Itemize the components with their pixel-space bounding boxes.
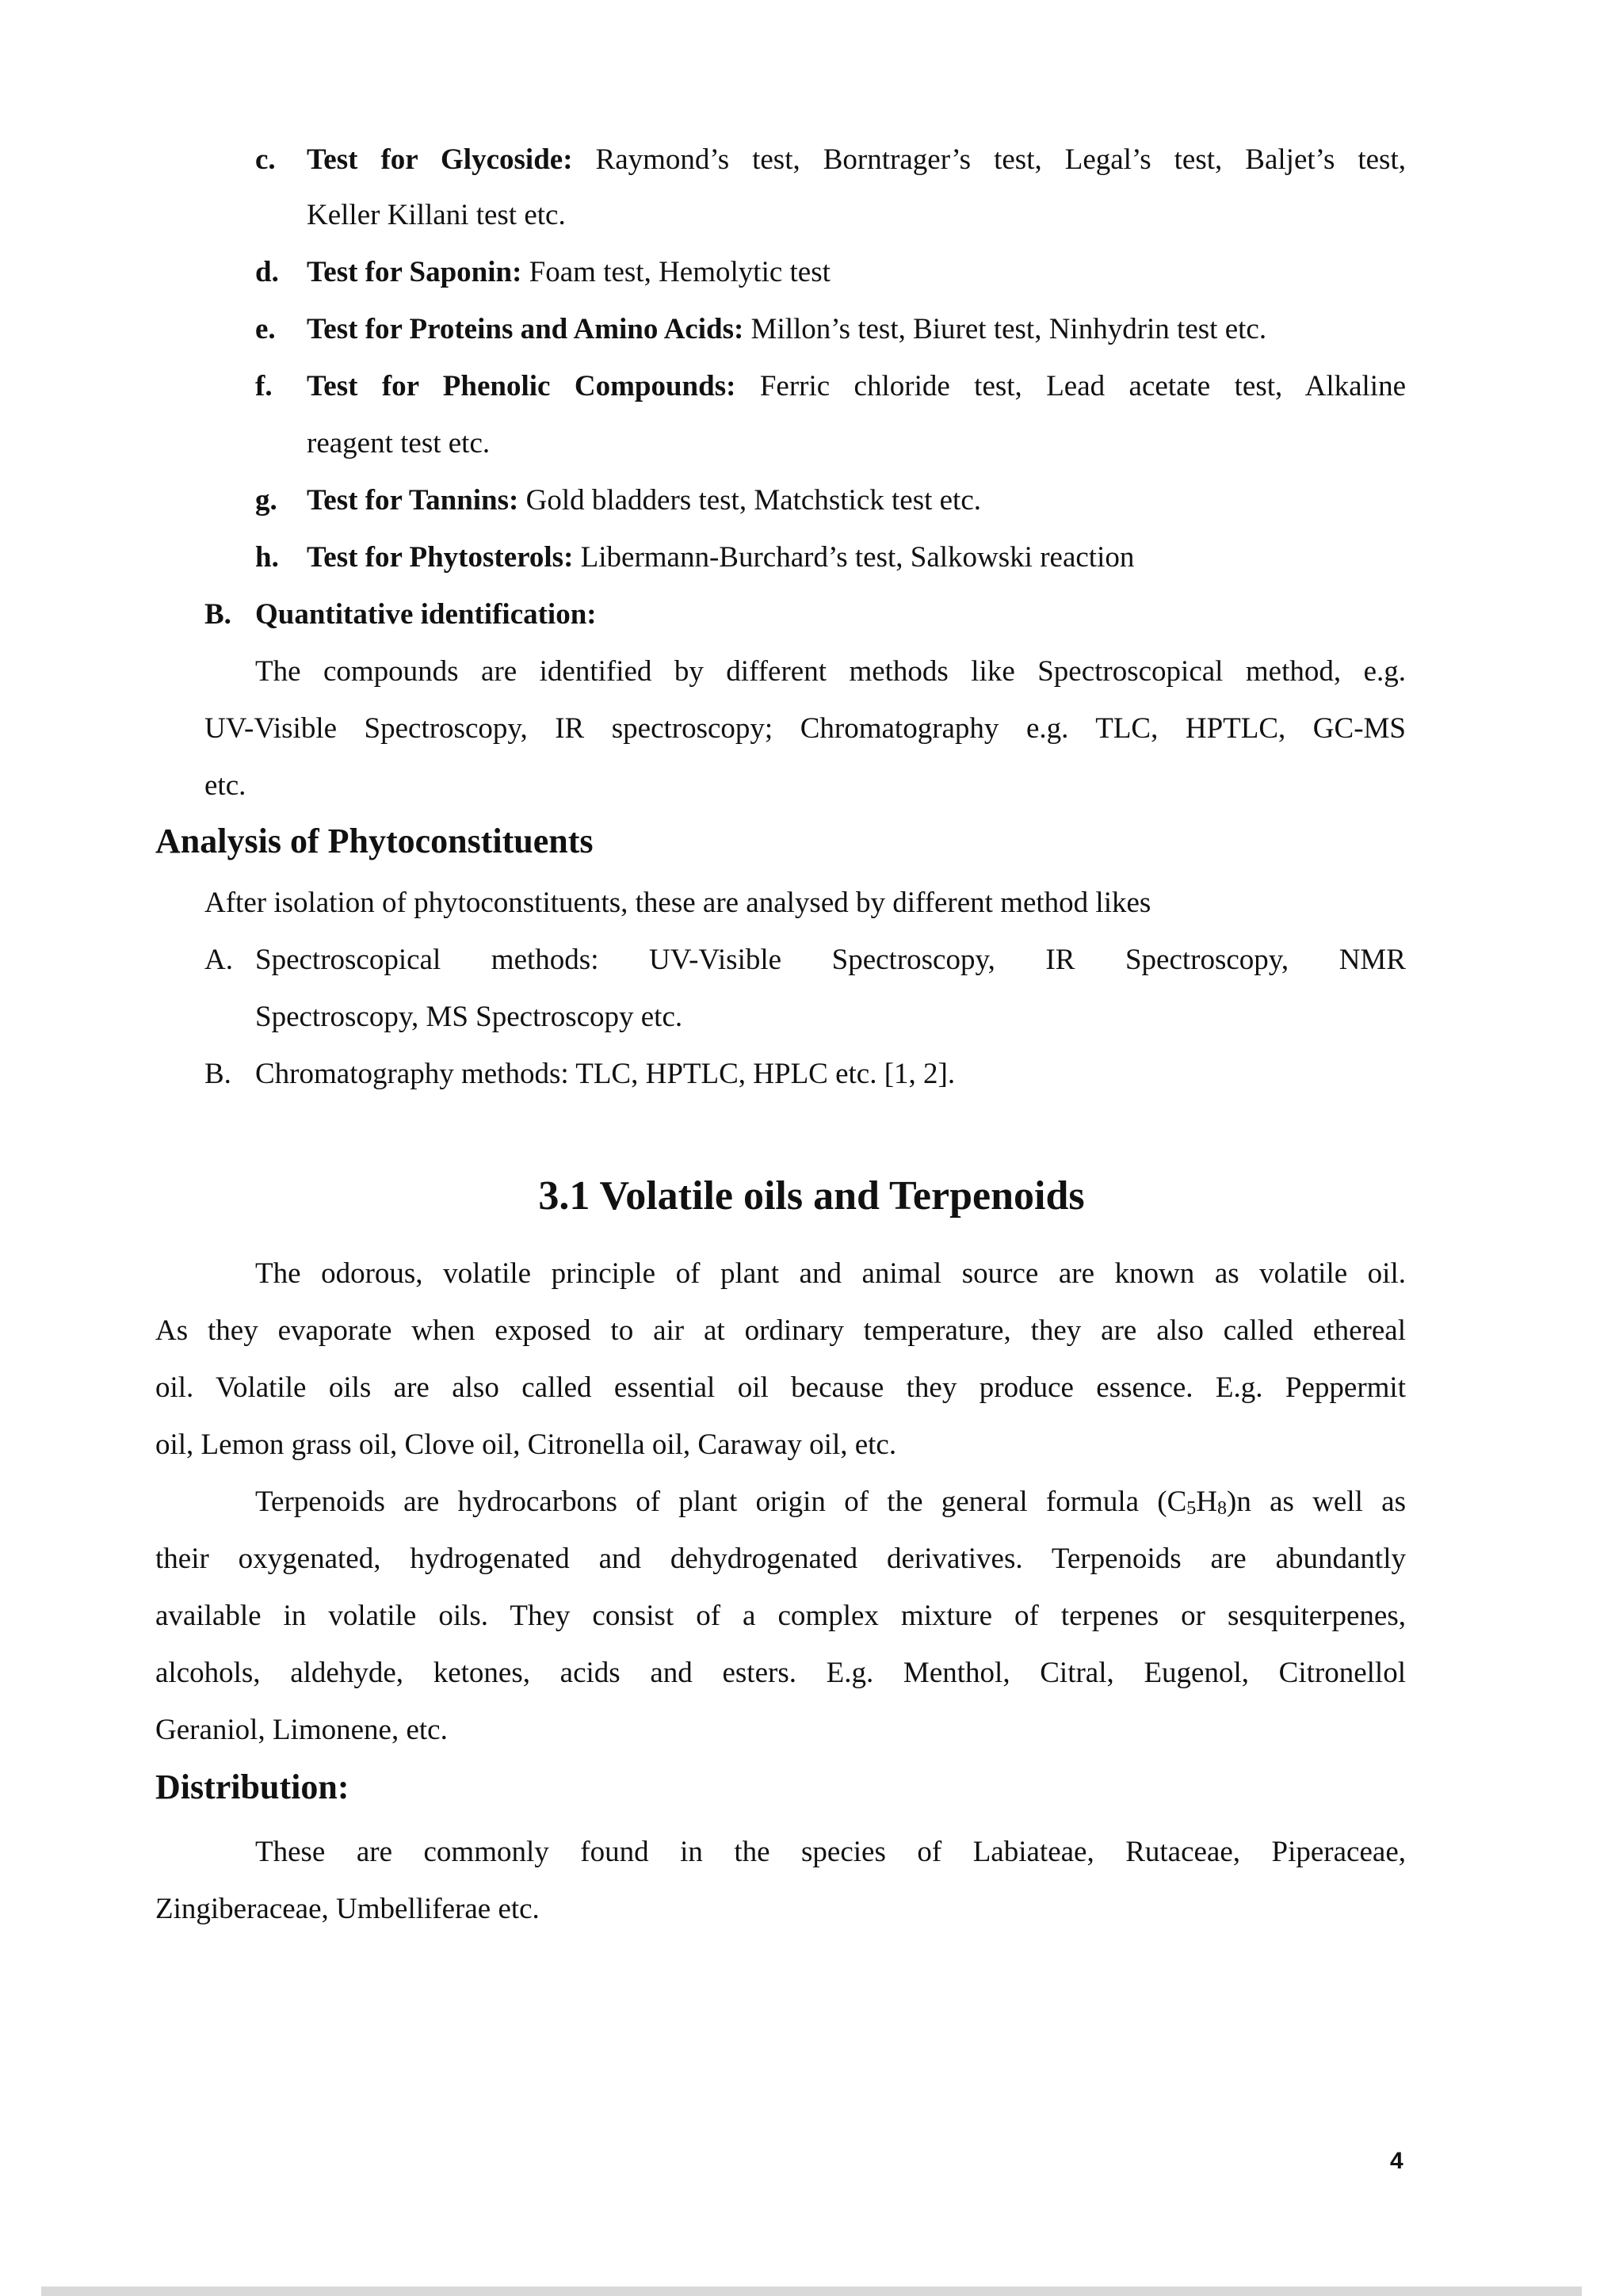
list-item-text-cont: reagent test etc. <box>307 427 491 460</box>
quantitative-text-line: The compounds are identified by different methods like Spectroscopical method, e.g. <box>255 655 1406 688</box>
list-item-text: Millon’s test, Biuret test, Ninhydrin test etc. <box>743 313 1267 345</box>
paragraph-line: oil, Lemon grass oil, Clove oil, Citronella oil, Caraway oil, etc. <box>155 1428 897 1461</box>
formula-text: )n as well as <box>1227 1486 1406 1518</box>
list-item-text: Raymond’s test, Borntrager’s test, Legal’s test, Baljet’s test, <box>572 143 1406 176</box>
list-item-text: Libermann-Burchard’s test, Salkowski reaction <box>573 541 1135 574</box>
paragraph-line: alcohols, aldehyde, ketones, acids and esters. E.g. Menthol, Citral, Eugenol, Citronellol <box>155 1657 1406 1689</box>
paragraph-line-formula <box>255 1483 1406 1521</box>
list-item-phenolic <box>307 368 1406 406</box>
list-item-text: Foam test, Hemolytic test <box>521 256 831 288</box>
list-item-text-cont: Keller Killani test etc. <box>307 199 566 231</box>
list-item-glycoside <box>307 141 1406 179</box>
quantitative-heading: Quantitative identification: <box>255 598 597 631</box>
paragraph-line: their oxygenated, hydrogenated and dehydrogenated derivatives. Terpenoids are abundantly <box>155 1543 1406 1575</box>
paragraph-line: As they evaporate when exposed to air at ordinary temperature, they are also called ethereal <box>155 1314 1406 1347</box>
formula-text: Terpenoids are hydrocarbons of plant origin of the general formula (C <box>255 1486 1187 1518</box>
paragraph-line: The odorous, volatile principle of plant and animal source are known as volatile oil. <box>255 1257 1406 1290</box>
list-item-title: Test for Tannins: <box>307 484 519 517</box>
analysis-heading: Analysis of Phytoconstituents <box>155 822 594 860</box>
page-bottom-divider <box>41 2286 1582 2296</box>
formula-text: H <box>1196 1486 1218 1518</box>
quantitative-text-line: etc. <box>204 769 246 802</box>
section-label: B. <box>204 598 231 631</box>
analysis-item-spectroscopy: Spectroscopical methods: UV-Visible Spectroscopy, IR Spectroscopy, NMR <box>255 944 1406 976</box>
list-item-title: Test for Saponin: <box>307 256 522 288</box>
list-item-tannins <box>307 482 981 520</box>
analysis-item-chromatography: Chromatography methods: TLC, HPTLC, HPLC etc. [1, 2]. <box>255 1058 956 1090</box>
list-item-phytosterols <box>307 539 1134 577</box>
list-label: c. <box>255 143 276 176</box>
formula-subscript: 8 <box>1217 1498 1228 1519</box>
paragraph-line: oil. Volatile oils are also called essential oil because they produce essence. E.g. Peppermit <box>155 1371 1406 1404</box>
section-title: 3.1 Volatile oils and Terpenoids <box>538 1173 1085 1219</box>
list-label: g. <box>255 484 277 517</box>
analysis-intro: After isolation of phytoconstituents, these are analysed by different method likes <box>204 887 1151 919</box>
list-item-title: Test for Phenolic Compounds: <box>307 370 736 402</box>
quantitative-text-line: UV-Visible Spectroscopy, IR spectroscopy; Chromatography e.g. TLC, HPTLC, GC-MS <box>204 712 1406 745</box>
formula-subscript: 5 <box>1186 1498 1197 1519</box>
page-number: 4 <box>1390 2148 1403 2174</box>
distribution-text-line: Zingiberaceae, Umbelliferae etc. <box>155 1893 540 1925</box>
list-item-title: Test for Proteins and Amino Acids: <box>307 313 744 345</box>
list-label: e. <box>255 313 276 345</box>
list-label: f. <box>255 370 273 402</box>
analysis-item-label: A. <box>204 944 233 976</box>
distribution-text-line: These are commonly found in the species of Labiateae, Rutaceae, Piperaceae, <box>255 1836 1406 1868</box>
list-item-title: Test for Phytosterols: <box>307 541 574 574</box>
list-item-text: Gold bladders test, Matchstick test etc. <box>518 484 981 517</box>
list-label: d. <box>255 256 279 288</box>
list-item-proteins <box>307 311 1266 349</box>
list-item-text: Ferric chloride test, Lead acetate test, Alkaline <box>735 370 1407 402</box>
paragraph-line: Geraniol, Limonene, etc. <box>155 1714 448 1746</box>
analysis-item-label: B. <box>204 1058 231 1090</box>
analysis-item-text-cont: Spectroscopy, MS Spectroscopy etc. <box>255 1001 683 1033</box>
list-item-title: Test for Glycoside: <box>307 143 573 176</box>
paragraph-line: available in volatile oils. They consist of a complex mixture of terpenes or sesquiterpenes, <box>155 1600 1406 1632</box>
list-label: h. <box>255 541 279 574</box>
distribution-heading: Distribution: <box>155 1768 349 1806</box>
list-item-saponin <box>307 254 831 292</box>
